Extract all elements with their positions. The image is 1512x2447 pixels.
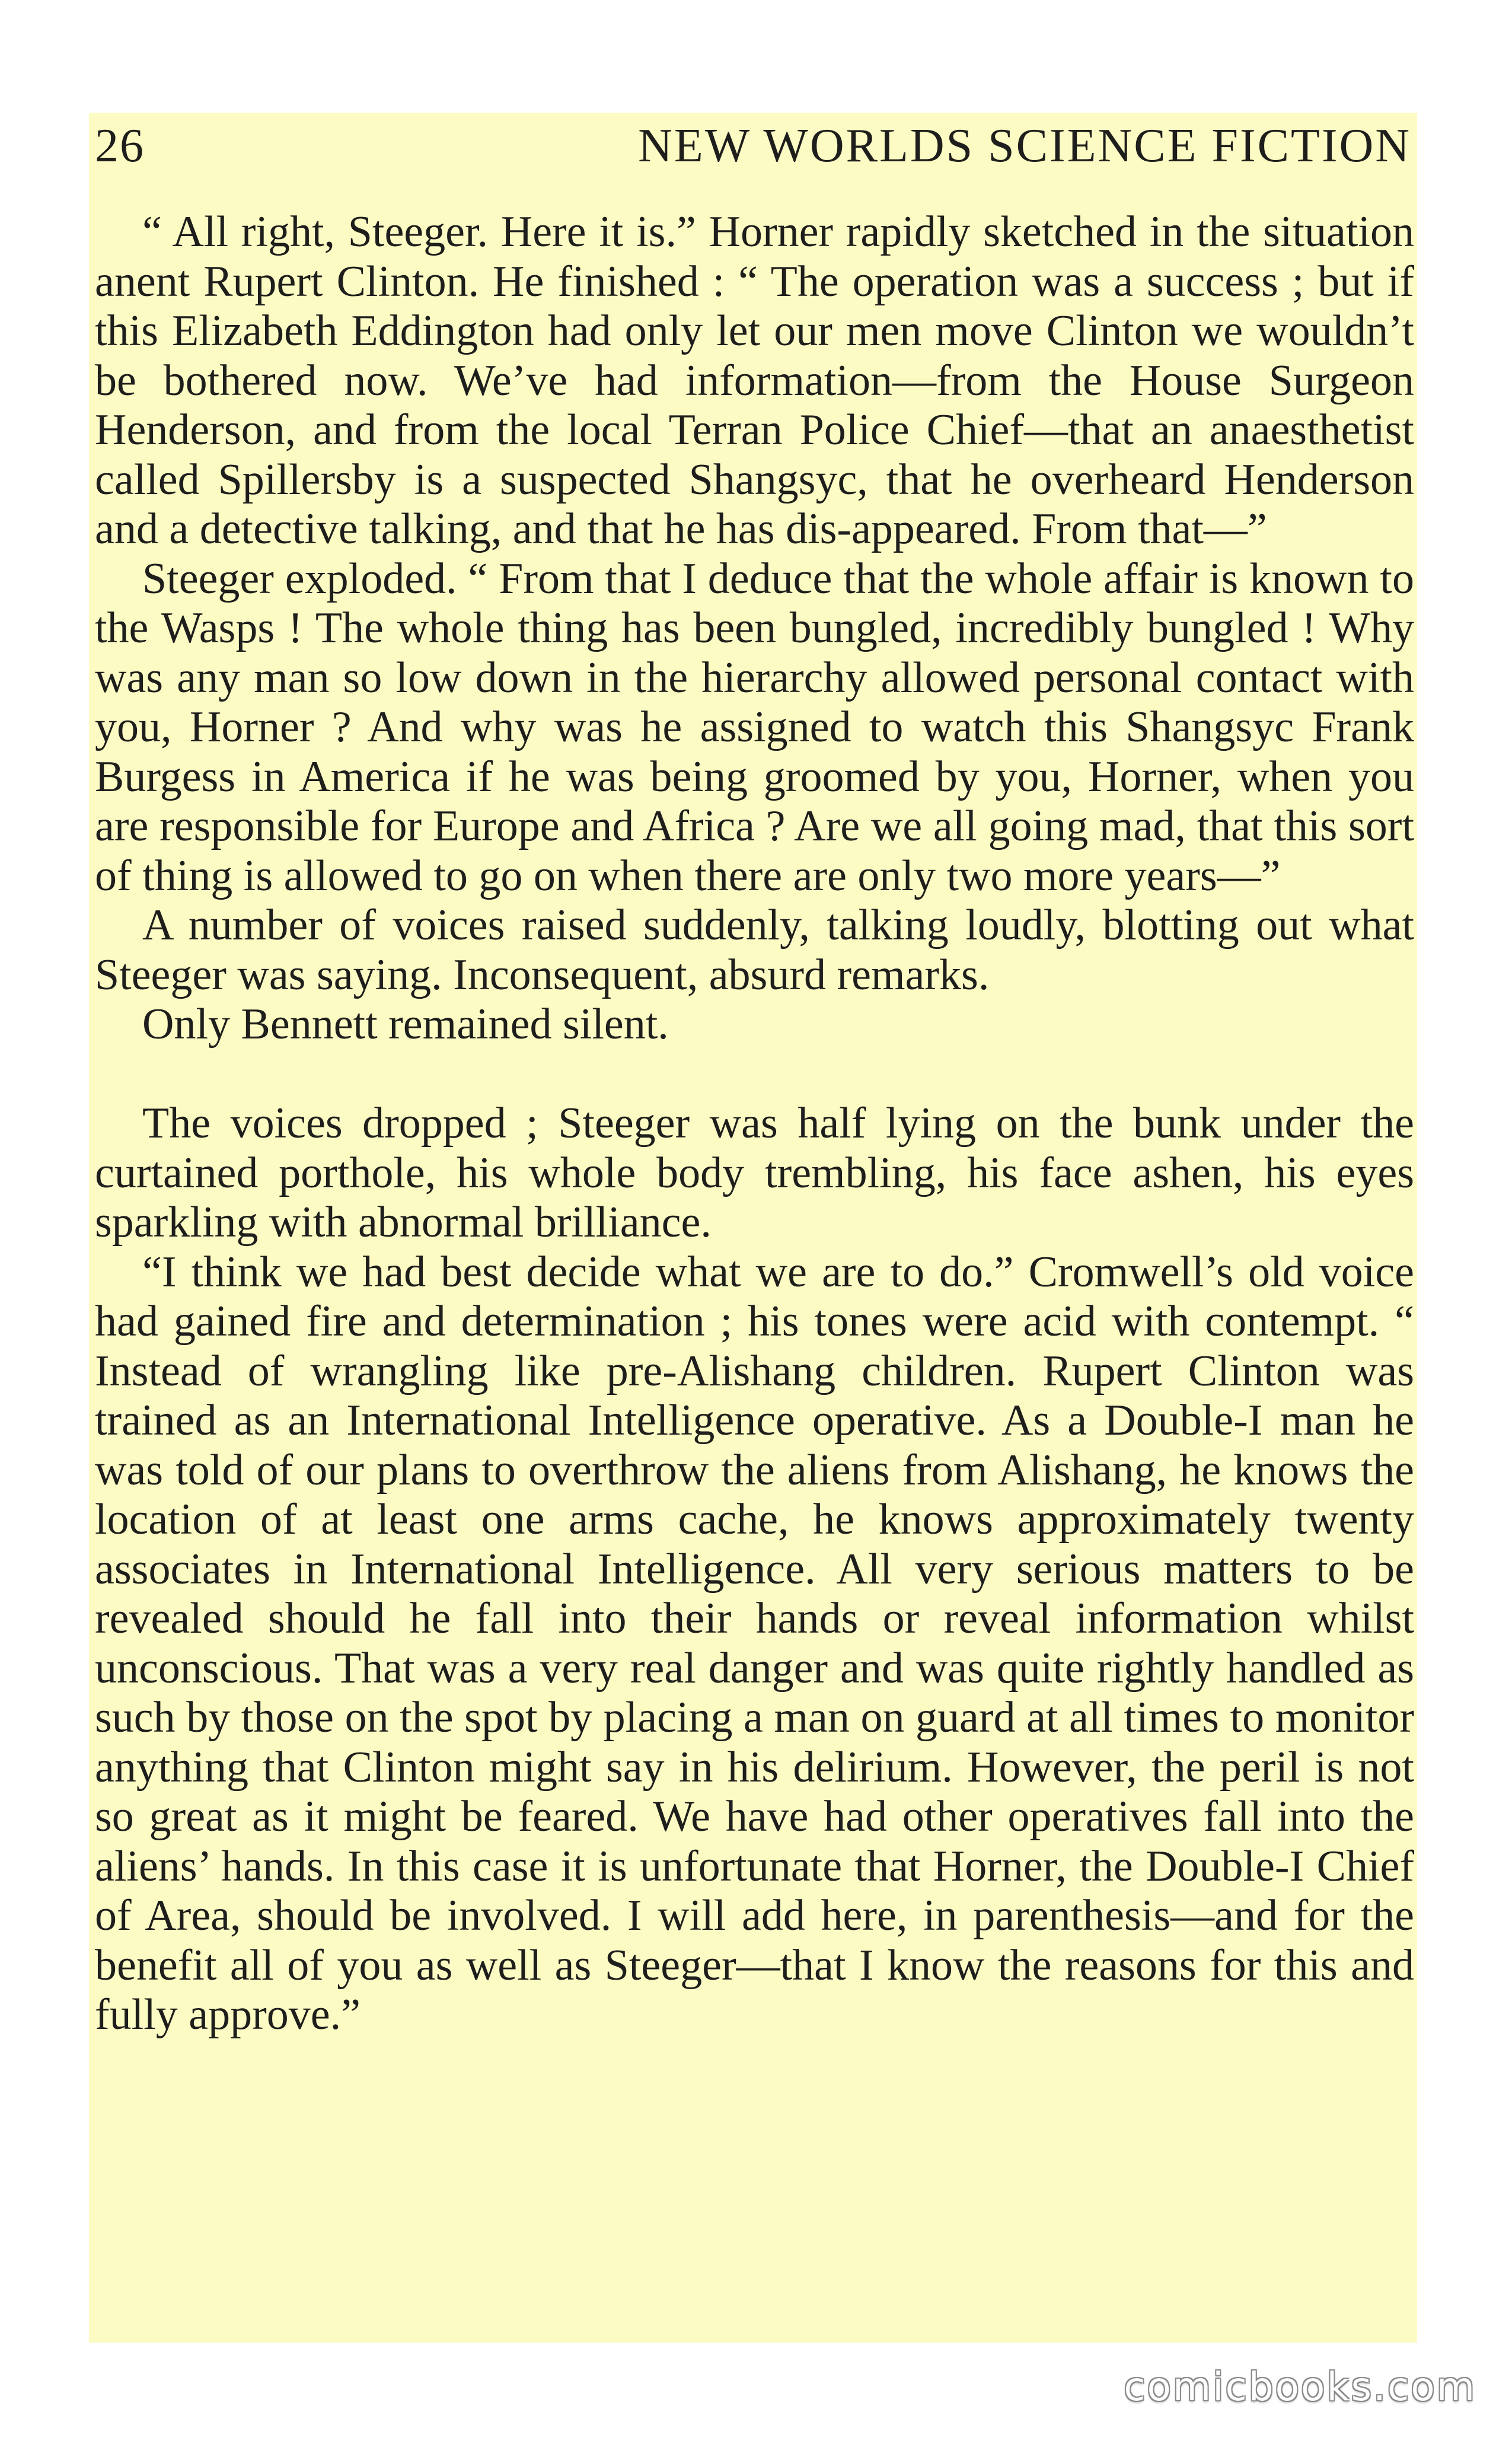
- paragraph: Only Bennett remained silent.: [142, 1000, 669, 1049]
- paragraph: Steeger exploded. “ From that I deduce that the whole affair is known to the Wasps ! The whole thing has been bungled, incredibly bungled ! Why was any man so low down in the hierarchy allowed personal contact with you, Horner ? And why was he assigned to watch this Shangsyc Frank Burgess in America if he was being groomed by you, Horner, when you are responsible for Europe and Africa ? Are we all going mad, that this sort of thing is allowed to go on when there are only two more years—”: [95, 554, 1414, 900]
- watermark: comicbooks.com: [1124, 2364, 1476, 2410]
- running-head: NEW WORLDS SCIENCE FICTION: [638, 120, 1411, 172]
- paragraph: “I think we had best decide what we are to do.” Cromwell’s old voice had gained fire and determination ; his tones were acid with contempt. “ Instead of wrangling like pre-Alishang children. Rupert Clinton was trained as an International Intelligence operative. As a Double-I man he was told of our plans to overthrow the aliens from Alishang, he knows the location of at least one arms cache, he knows approximately twenty associates in International Intelligence. All very serious matters to be revealed should he fall into their hands or reveal information whilst unconscious. That was a very real danger and was quite rightly handled as such by those on the spot by placing a man on guard at all times to monitor anything that Clinton might say in his delirium. However, the peril is not so great as it might be feared. We have had other operatives fall into the aliens’ hands. In this case it is unfortunate that Horner, the Double-I Chief of Area, should be involved. I will add here, in parenthesis—and for the benefit all of you as well as Steeger—that I know the reasons for this and fully approve.”: [95, 1247, 1414, 2039]
- paragraph: “ All right, Steeger. Here it is.” Horner rapidly sketched in the situation anent Rupert Clinton. He finished : “ The operation was a success ; but if this Elizabeth Eddington had only let our men move Clinton we wouldn’t be bothered now. We’ve had information—from the House Surgeon Henderson, and from the local Terran Police Chief—that an anaesthetist called Spillersby is a suspected Shangsyc, that he overheard Henderson and a detective talking, and that he has dis-appeared. From that—”: [95, 208, 1414, 553]
- paragraph: The voices dropped ; Steeger was half lying on the bunk under the curtained porthole, his whole body trembling, his face ashen, his eyes sparkling with abnormal brilliance.: [95, 1099, 1414, 1247]
- body-text: [95, 208, 1414, 2040]
- section-break: [95, 1050, 1414, 1100]
- paragraph: A number of voices raised suddenly, talking loudly, blotting out what Steeger was saying. Inconsequent, absurd remarks.: [95, 901, 1414, 999]
- page-number: 26: [95, 120, 145, 172]
- page-header: [95, 113, 1411, 179]
